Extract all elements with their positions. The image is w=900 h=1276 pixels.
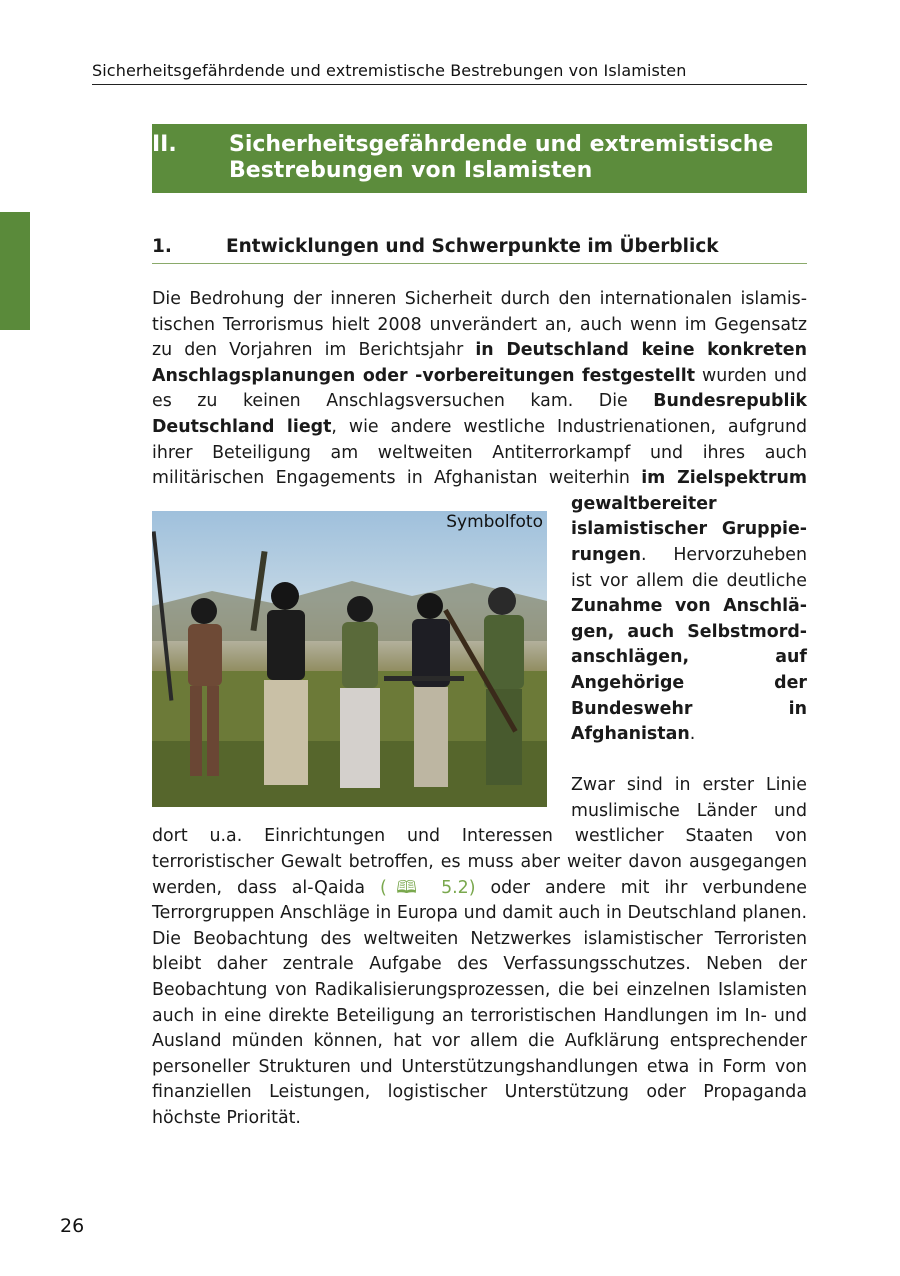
chapter-number: II. — [152, 132, 177, 157]
chapter-heading-box — [152, 124, 807, 193]
photo-figure — [152, 511, 547, 807]
text-run: oder andere mit ihr verbundene Terrorgruppen Anschläge in Europa und damit auch in Deutschland planen. Die Beobachtung des weltweiten Netzwerkes islamistischer Terroristen bleibt daher zentrale Aufgabe des Verfassungsschutzes. Neben der Beobachtung von Radikalisierungsprozessen, die bei einzelnen Islamisten auch in eine direkte Beteiligung an terroristischen Handlungen im In- und Ausland münden können, hat vor allem die Aufklärung entsprechender personeller Strukturen und Unterstützungshandlungen etwa in Form von finanziellen Leistungen, logistischer Unterstützung oder Propaganda höchste Priorität. — [152, 877, 807, 1128]
bold-run: Bundesrepublik Deutschland liegt — [152, 391, 807, 437]
page-number: 26 — [60, 1215, 85, 1237]
cross-reference-link[interactable]: (🕮 5.2) — [380, 877, 476, 898]
photo-caption: Symbolfoto — [446, 511, 543, 532]
chapter-side-tab — [0, 212, 30, 330]
paragraph-1 — [152, 287, 807, 748]
running-header: Sicherheitsgefährdende und extremistische Bestrebungen von Islamisten — [92, 61, 807, 85]
bold-run: im Zielspektrum gewaltbereiter islamistischer Gruppierungen — [571, 468, 808, 565]
section-title: Entwicklungen und Schwerpunkte im Überblick — [226, 236, 719, 257]
body-text — [152, 287, 807, 1132]
text-run: , wie andere westliche Industrienationen, aufgrund ihrer Beteiligung am weltweiten Antiterrorkampf und ihres auch militärischen Engagements in Afghanistan weiterhin — [152, 416, 808, 489]
section-number: 1. — [152, 236, 172, 257]
paragraph-2 — [152, 773, 807, 1131]
photo-armed-group-icon — [152, 511, 547, 807]
section-heading — [152, 236, 807, 264]
text-run: Zwar sind in erster Linie muslimische Länder und dort u.a. Einrichtungen und Interessen westlicher Staaten von terroristischer Gewalt betroffen, es muss aber weiter davon ausgegangen werden, dass al-Qaida — [152, 775, 807, 898]
bold-run: Zunahme von Anschlägen, auch Selbstmordanschlägen, auf Angehörige der Bundeswehr in Afghanistan — [571, 596, 807, 745]
text-run: . Hervorzuheben ist vor allem die deutliche — [571, 544, 807, 591]
chapter-title: Sicherheitsgefährdende und extremistische Bestrebungen von Islamisten — [229, 132, 774, 183]
bold-run: in Deutschland keine konkreten Anschlagsplanungen oder -vorbereitungen festgestellt — [152, 340, 807, 386]
text-run: . — [689, 724, 696, 745]
text-run: wurden und es zu keinen Anschlagsversuchen kam. Die — [152, 365, 807, 412]
text-run: Die Bedrohung der inneren Sicherheit durch den internationalen islamistischen Terrorismus hielt 2008 unverändert an, auch wenn im Gegensatz zu den Vorjahren im Berichtsjahr — [152, 289, 807, 361]
